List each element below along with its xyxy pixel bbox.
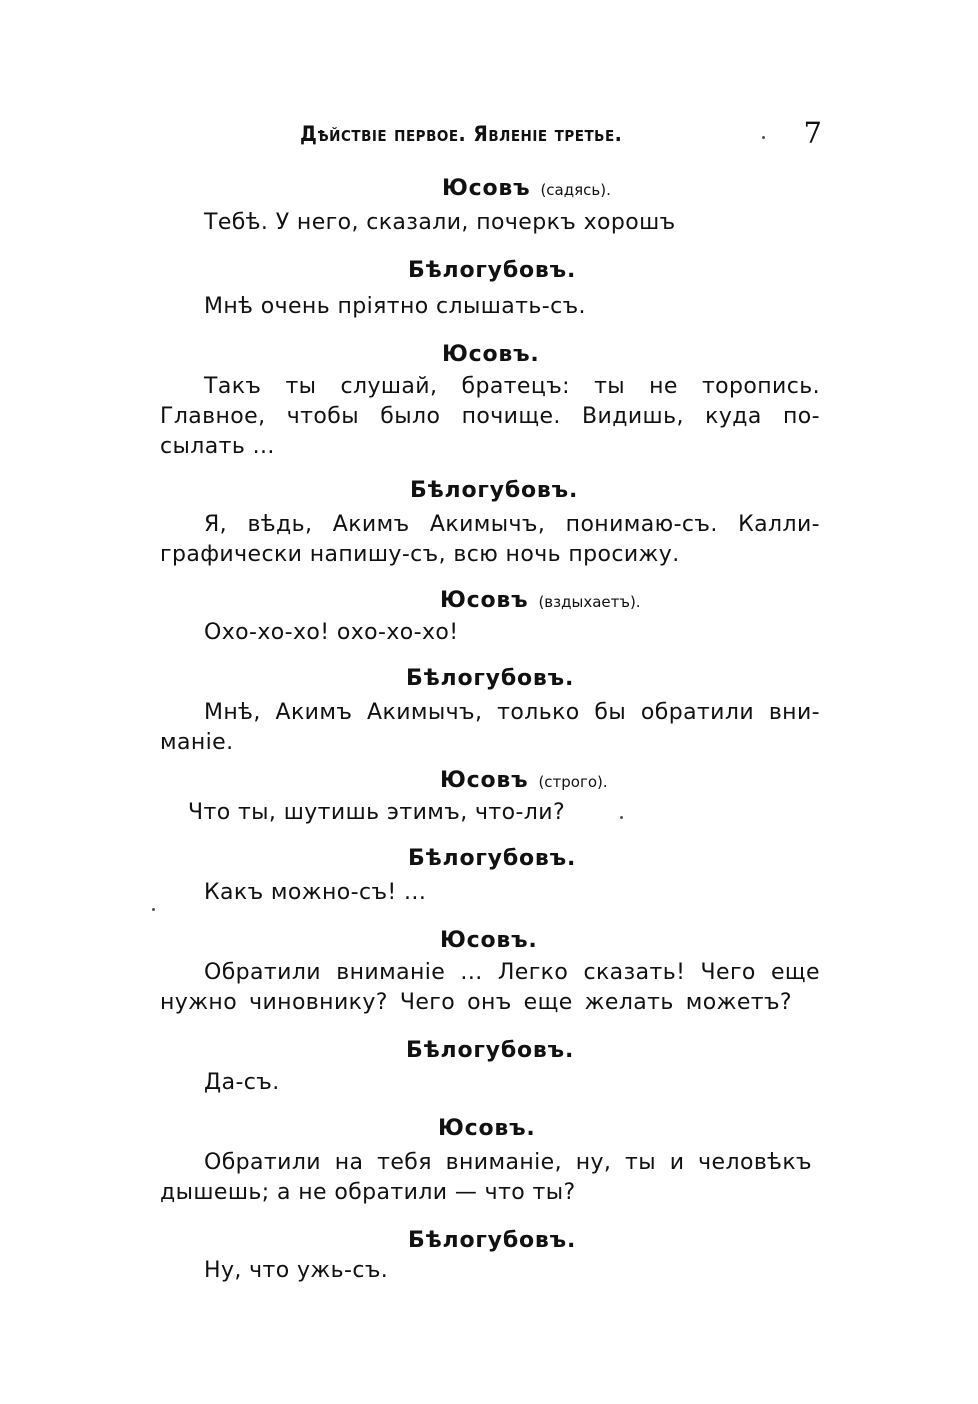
page-number: 7 — [803, 116, 822, 150]
speaker-name: Бѣлогубовъ. — [408, 1228, 577, 1253]
speaker-heading — [408, 1228, 576, 1253]
running-head: Дѣйствіе первое. Явленіе третье. — [300, 122, 623, 146]
speaker-heading — [408, 258, 576, 283]
scan-speck — [620, 816, 623, 819]
stage-direction: (садясь). — [540, 181, 611, 199]
speaker-heading — [406, 666, 574, 691]
speaker-name: Юсовъ — [440, 768, 529, 793]
speaker-heading — [440, 768, 608, 793]
dialogue-line: Ну, что ужь-съ. — [204, 1258, 389, 1283]
speaker-name: Бѣлогубовъ. — [406, 666, 575, 691]
dialogue-line: дышешь; а не обратили — что ты? — [160, 1180, 576, 1205]
dialogue-line: Такъ ты слушай, братецъ: ты не торопись. — [204, 374, 820, 399]
dialogue-line: сылать ... — [160, 434, 275, 459]
speaker-heading — [442, 176, 611, 201]
dialogue-line: Охо-хо-хо! охо-хо-хо! — [204, 620, 459, 645]
stage-direction: (вздыхаетъ). — [538, 593, 641, 611]
dialogue-line: Какъ можно-съ! ... — [204, 880, 427, 905]
page-header — [300, 118, 830, 154]
speaker-name: Юсовъ. — [440, 928, 538, 953]
dialogue-line: Мнѣ очень пріятно слышать-съ. — [204, 294, 586, 319]
speaker-heading — [406, 1038, 574, 1063]
speaker-heading — [438, 1116, 536, 1141]
dialogue-line: Что ты, шутишь этимъ, что-ли? — [188, 800, 566, 825]
dialogue-line: нужно чиновнику? Чего онъ еще желать можетъ? — [160, 990, 792, 1015]
speaker-name: Бѣлогубовъ. — [410, 478, 579, 503]
speaker-heading — [410, 478, 578, 503]
dialogue-line: Главное, чтобы было почище. Видишь, куда по- — [160, 404, 820, 429]
speaker-name: Юсовъ — [440, 588, 529, 613]
speaker-name: Юсовъ. — [438, 1116, 536, 1141]
dialogue-line: маніе. — [160, 730, 234, 755]
speaker-heading — [440, 928, 538, 953]
dialogue-line: Обратили на тебя вниманіе, ну, ты и человѣкъ — [204, 1150, 812, 1175]
dialogue-line: Да-съ. — [204, 1070, 280, 1095]
speaker-name: Юсовъ. — [442, 342, 540, 367]
scan-speck — [762, 136, 765, 139]
speaker-heading — [442, 342, 540, 367]
speaker-name: Бѣлогубовъ. — [408, 846, 577, 871]
scan-speck — [152, 908, 155, 911]
speaker-name: Бѣлогубовъ. — [408, 258, 577, 283]
dialogue-line: Обратили вниманіе ... Легко сказать! Чего еще — [204, 960, 820, 985]
speaker-heading — [440, 588, 641, 613]
stage-direction: (строго). — [538, 773, 608, 791]
dialogue-line: Тебѣ. У него, сказали, почеркъ хорошъ — [204, 210, 676, 235]
speaker-name: Юсовъ — [442, 176, 531, 201]
speaker-name: Бѣлогубовъ. — [406, 1038, 575, 1063]
dialogue-line: Мнѣ, Акимъ Акимычъ, только бы обратили вни- — [204, 700, 820, 725]
speaker-heading — [408, 846, 576, 871]
dialogue-line: графически напишу-съ, всю ночь просижу. — [160, 542, 680, 567]
dialogue-line: Я, вѣдь, Акимъ Акимычъ, понимаю-съ. Калли- — [204, 512, 820, 537]
